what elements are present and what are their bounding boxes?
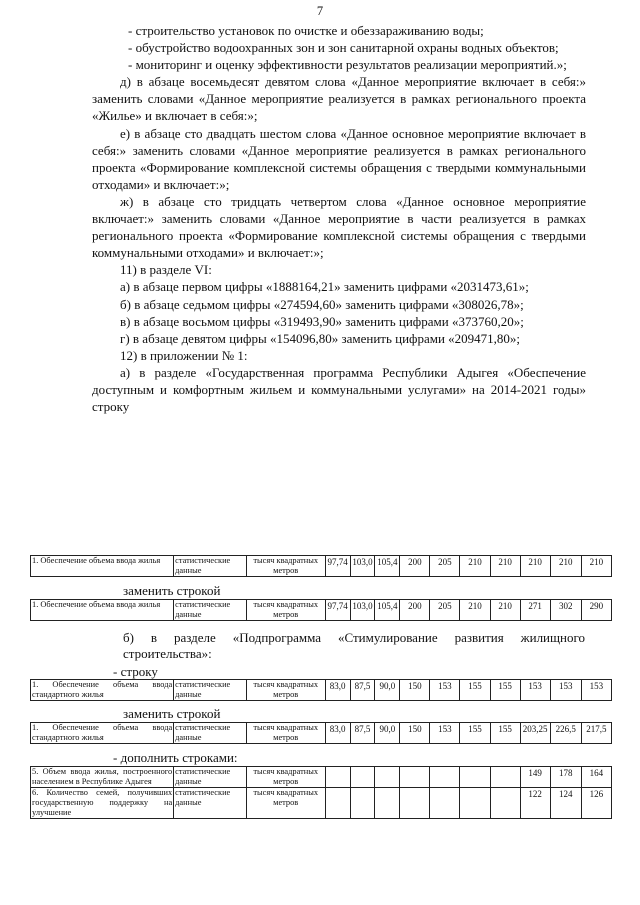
value-cell: 155: [460, 680, 490, 701]
table-added-rows: [30, 766, 612, 819]
value-cell: [325, 767, 350, 788]
paragraph: а) в абзаце первом цифры «1888164,21» заменить цифрами «2031473,61»;: [120, 279, 529, 295]
value-cell: 203,25: [520, 723, 550, 744]
value-cell: [490, 788, 520, 819]
source-cell: статистические данные: [174, 600, 247, 621]
value-cell: 83,0: [325, 680, 350, 701]
value-cell: 217,5: [581, 723, 611, 744]
paragraph: г) в абзаце девятом цифры «154096,80» заменить цифрами «209471,80»;: [120, 330, 521, 346]
table-row: [31, 556, 612, 577]
value-cell: 150: [400, 723, 430, 744]
paragraph: - обустройство водоохранных зон и зон санитарной охраны водных объектов;: [128, 40, 559, 56]
paragraph: ж) в абзаце сто тридцать четвертом слова «Данное основное мероприятие включает:» заменить словами «Данное мероприятие в части реализуется в рамках регионального проекта «Формирование комплексной системы обращения с твердыми коммунальными отходами» и включает:»;: [92, 193, 586, 261]
value-cell: [430, 767, 460, 788]
value-cell: 164: [581, 767, 611, 788]
paragraph: - строительство установок по очистке и обеззараживанию воды;: [128, 23, 484, 38]
value-cell: 103,0: [350, 556, 375, 577]
table-original-row-2: [30, 679, 612, 701]
paragraph: а) в разделе «Государственная программа Республики Адыгея «Обеспечение доступным и комфортным жильем и коммунальными услугами» на 2014-2021 годы» строку: [92, 364, 586, 415]
table-replacement-row: [30, 599, 612, 621]
value-cell: 153: [520, 680, 550, 701]
table-original-row: [30, 555, 612, 577]
unit-cell: тысяч квадратных метров: [246, 600, 325, 621]
value-cell: 97,74: [325, 600, 350, 621]
source-cell: статистические данные: [174, 788, 247, 819]
paragraph: 11) в разделе VI:: [120, 262, 212, 278]
paragraph: в) в абзаце восьмом цифры «319493,90» заменить цифрами «373760,20»;: [120, 313, 524, 329]
value-cell: 149: [520, 767, 550, 788]
section-b-heading: б) в разделе «Подпрограмма «Стимулирование развития жилищного строительства»:: [123, 630, 585, 661]
paragraph: б) в абзаце седьмом цифры «274594,60» заменить цифрами «308026,78»;: [120, 296, 524, 312]
table-row: [31, 788, 612, 819]
table-row: [31, 723, 612, 744]
body-text: [92, 22, 586, 415]
table-row: [31, 767, 612, 788]
value-cell: 87,5: [350, 723, 375, 744]
value-cell: [460, 767, 490, 788]
source-cell: статистические данные: [174, 767, 247, 788]
value-cell: 122: [520, 788, 550, 819]
value-cell: [430, 788, 460, 819]
replace-label-2: заменить строкой: [123, 706, 221, 721]
value-cell: 90,0: [375, 723, 400, 744]
paragraph: 12) в приложении № 1:: [120, 347, 248, 363]
unit-cell: тысяч квадратных метров: [246, 788, 325, 819]
indicator-cell: 6. Количество семей, получивших государственную поддержку на улучшение: [32, 788, 173, 817]
value-cell: 200: [400, 600, 430, 621]
unit-cell: тысяч квадратных метров: [246, 723, 325, 744]
value-cell: 126: [581, 788, 611, 819]
table-replacement-row-2: [30, 722, 612, 744]
value-cell: 210: [550, 556, 581, 577]
indicator-cell: 1. Обеспечение объема ввода жилья: [31, 600, 174, 621]
value-cell: [375, 788, 400, 819]
indicator-cell: 1. Обеспечение объема ввода стандартного жилья: [32, 680, 173, 699]
value-cell: 210: [581, 556, 611, 577]
page-number: 7: [316, 4, 324, 18]
value-cell: 210: [490, 556, 520, 577]
value-cell: 105,4: [375, 600, 400, 621]
value-cell: [325, 788, 350, 819]
value-cell: 150: [400, 680, 430, 701]
value-cell: [490, 767, 520, 788]
value-cell: 210: [490, 600, 520, 621]
source-cell: статистические данные: [174, 680, 247, 701]
value-cell: 210: [460, 600, 490, 621]
value-cell: 200: [400, 556, 430, 577]
unit-cell: тысяч квадратных метров: [246, 556, 325, 577]
value-cell: 153: [581, 680, 611, 701]
value-cell: 205: [430, 600, 460, 621]
value-cell: 210: [520, 556, 550, 577]
value-cell: 178: [550, 767, 581, 788]
paragraph: - мониторинг и оценку эффективности результатов реализации мероприятий.»;: [128, 57, 567, 73]
value-cell: 153: [430, 723, 460, 744]
value-cell: [350, 767, 375, 788]
paragraph: е) в абзаце сто двадцать шестом слова «Данное основное мероприятие включает в себя:» заменить словами «Данное мероприятие реализуется в рамках регионального проекта «Формирование комплексной системы обращения с твердыми коммунальными отходами» и включает:»;: [92, 125, 586, 192]
value-cell: 105,4: [375, 556, 400, 577]
value-cell: 210: [460, 556, 490, 577]
source-cell: статистические данные: [174, 556, 247, 577]
value-cell: 153: [550, 680, 581, 701]
value-cell: 83,0: [325, 723, 350, 744]
value-cell: 155: [490, 723, 520, 744]
value-cell: 87,5: [350, 680, 375, 701]
unit-cell: тысяч квадратных метров: [246, 767, 325, 788]
value-cell: 90,0: [375, 680, 400, 701]
value-cell: [375, 767, 400, 788]
indicator-cell: 1. Обеспечение объема ввода жилья: [31, 556, 174, 577]
value-cell: 226,5: [550, 723, 581, 744]
value-cell: [460, 788, 490, 819]
value-cell: 271: [520, 600, 550, 621]
value-cell: 205: [430, 556, 460, 577]
table-row: [31, 600, 612, 621]
value-cell: 290: [581, 600, 611, 621]
value-cell: 103,0: [350, 600, 375, 621]
paragraph: д) в абзаце восемьдесят девятом слова «Данное мероприятие включает в себя:» заменить словами «Данное мероприятие реализуется в рамках регионального проекта «Жилье» и включает в себя:»;: [92, 74, 586, 124]
value-cell: [400, 767, 430, 788]
value-cell: 153: [430, 680, 460, 701]
indicator-cell: 1. Обеспечение объема ввода стандартного жилья: [32, 723, 173, 742]
value-cell: 155: [460, 723, 490, 744]
value-cell: [400, 788, 430, 819]
value-cell: 155: [490, 680, 520, 701]
table-row: [31, 680, 612, 701]
value-cell: 302: [550, 600, 581, 621]
value-cell: 97,74: [325, 556, 350, 577]
source-cell: статистические данные: [174, 723, 247, 744]
value-cell: 124: [550, 788, 581, 819]
replace-label: заменить строкой: [123, 583, 221, 598]
add-rows-label: - дополнить строками:: [113, 750, 238, 765]
indicator-cell: 5. Объем ввода жилья, построенного населением в Республике Адыгея: [32, 767, 173, 786]
unit-cell: тысяч квадратных метров: [246, 680, 325, 701]
value-cell: [350, 788, 375, 819]
row-label: - строку: [113, 664, 158, 679]
